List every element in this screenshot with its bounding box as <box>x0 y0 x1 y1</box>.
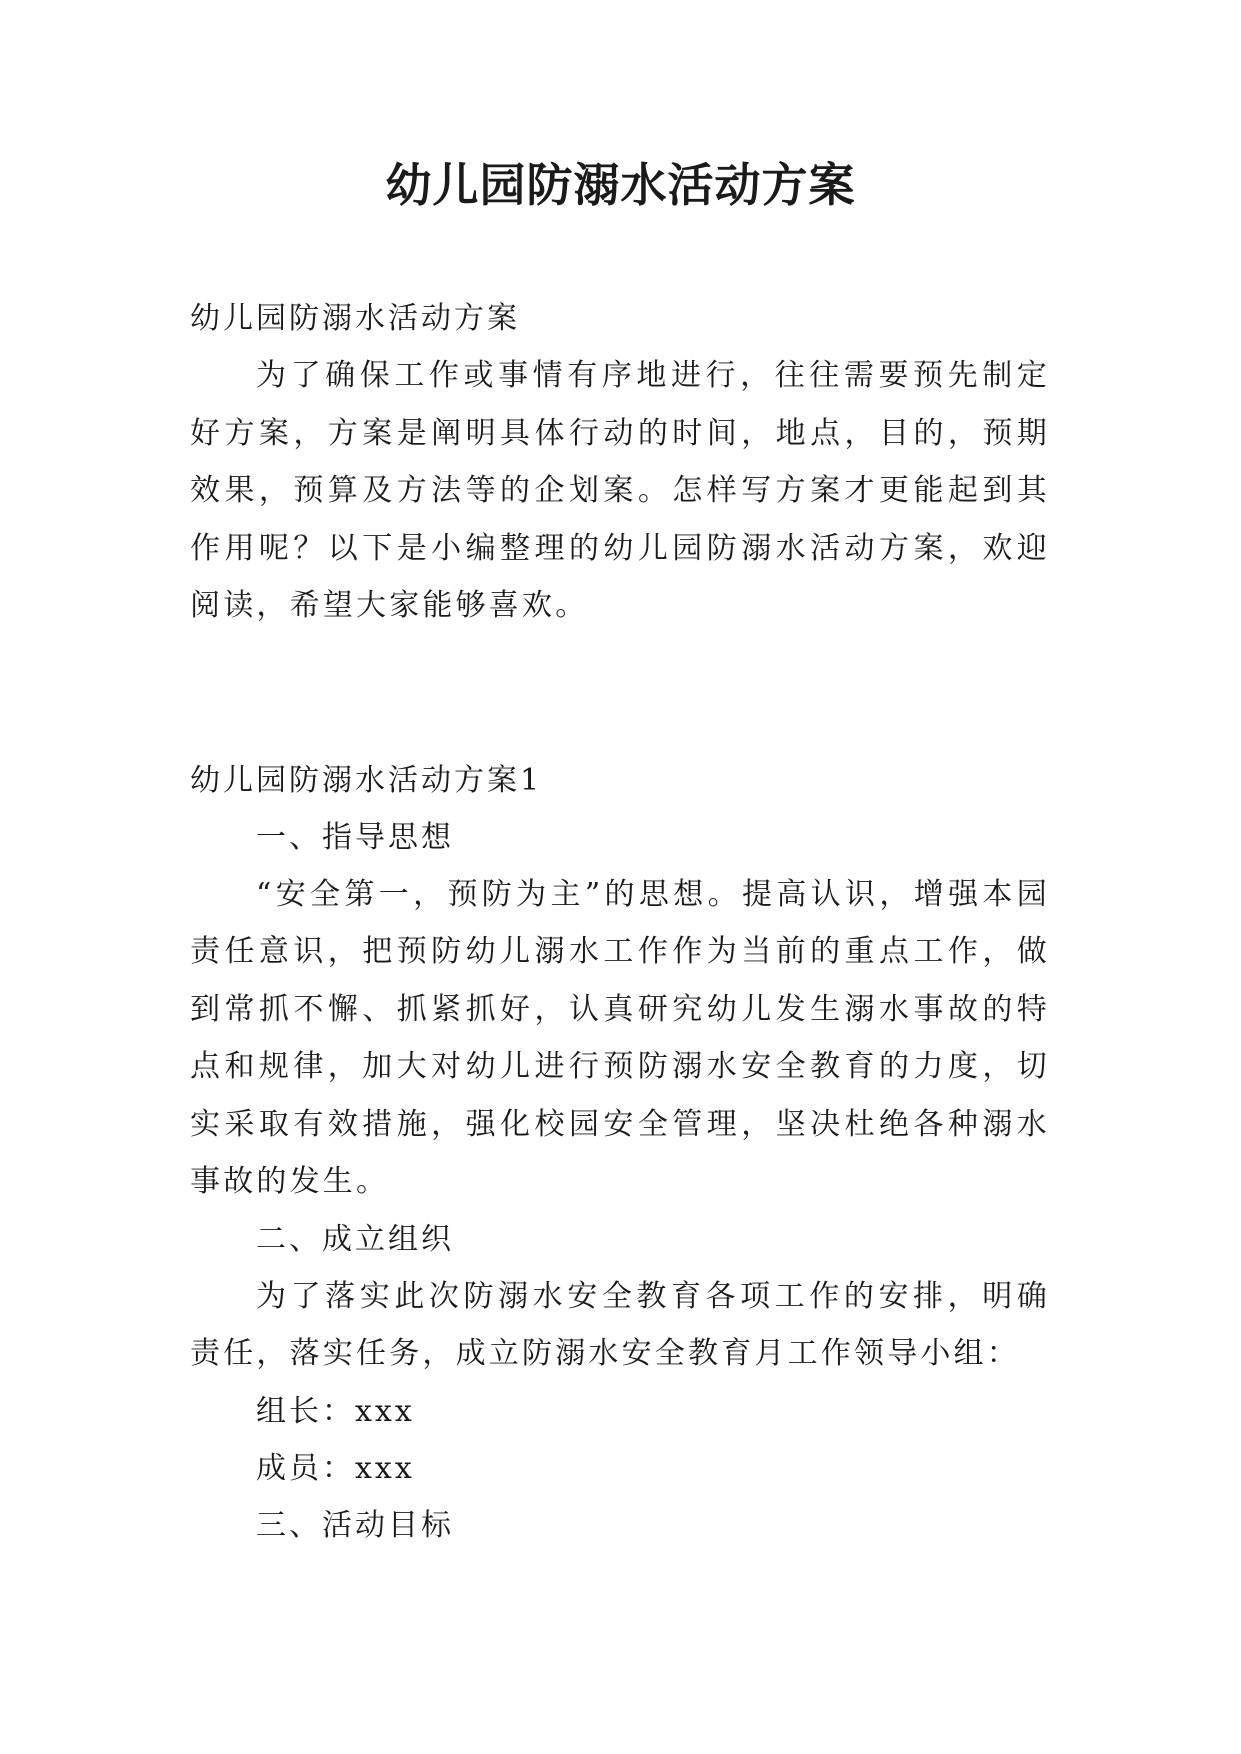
section-title: 幼儿园防溺水活动方案1 <box>190 762 543 798</box>
heading-organization: 二、成立组织 <box>256 1221 454 1257</box>
intro-paragraph: 为了确保工作或事情有序地进行，往往需要预先制定好方案，方案是阐明具体行动的时间，地点，目的，预期效果，预算及方法等的企划案。怎样写方案才更能起到其作用呢？以下是小编整理的幼儿园防溺水活动方案，欢迎阅读，希望大家能够喜欢。 <box>190 358 1050 623</box>
document-subtitle: 幼儿园防溺水活动方案 <box>190 301 520 336</box>
document-body <box>190 290 1050 1554</box>
organization-paragraph: 为了落实此次防溺水安全教育各项工作的安排，明确责任，落实任务，成立防溺水安全教育月工作领导小组： <box>190 1278 1050 1371</box>
group-leader-line: 组长：xxx <box>256 1393 415 1429</box>
document-title: 幼儿园防溺水活动方案 <box>385 158 856 212</box>
section-spacer <box>190 635 1050 752</box>
heading-guiding-ideology: 一、指导思想 <box>256 819 454 855</box>
group-members-line: 成员：xxx <box>256 1450 415 1486</box>
heading-activity-goals: 三、活动目标 <box>256 1507 454 1543</box>
guiding-ideology-paragraph: “安全第一，预防为主”的思想。提高认识，增强本园责任意识，把预防幼儿溺水工作作为当前的重点工作，做到常抓不懈、抓紧抓好，认真研究幼儿发生溺水事故的特点和规律，加大对幼儿进行预防溺水安全教育的力度，切实采取有效措施，强化校园安全管理，坚决杜绝各种溺水事故的发生。 <box>190 876 1050 1199</box>
